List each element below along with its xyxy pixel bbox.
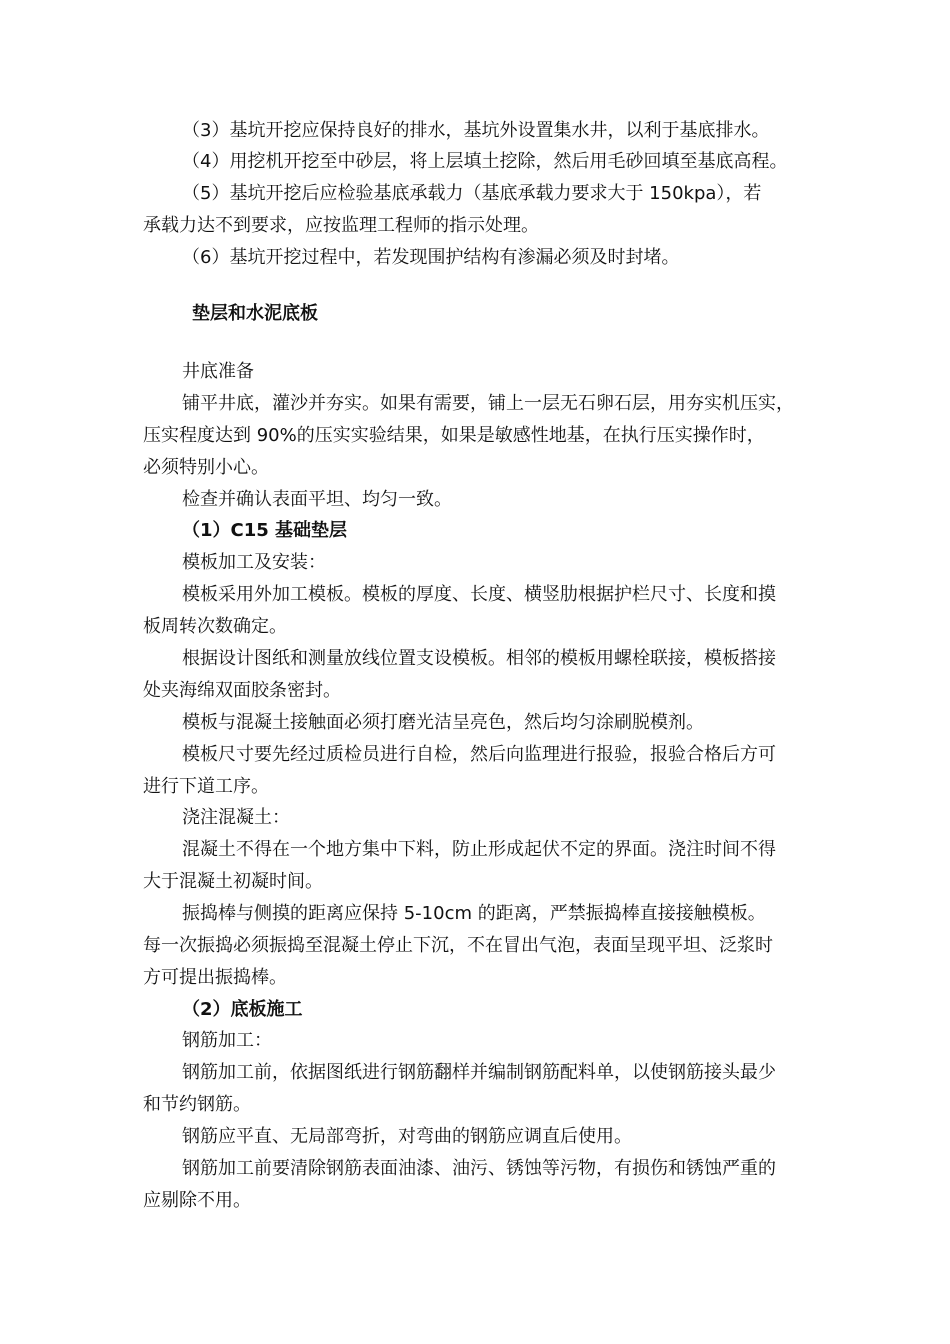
text-line: 和节约钢筋。 <box>143 1094 251 1115</box>
text-line: 承载力达不到要求，应按监理工程师的指示处理。 <box>143 215 539 236</box>
text-line: 钢筋加工： <box>182 1030 272 1051</box>
text-line: 井底准备 <box>182 361 254 382</box>
text-line: 处夹海绵双面胶条密封。 <box>143 680 341 701</box>
text-line: （3）基坑开挖应保持良好的排水，基坑外设置集水井，以利于基底排水。 <box>182 120 770 141</box>
text-line: 铺平井底，灌沙并夯实。如果有需要，铺上一层无石卵石层，用夯实机压实， <box>182 393 794 414</box>
text-line: 必须特别小心。 <box>143 457 269 478</box>
text-line: 进行下道工序。 <box>143 776 269 797</box>
text-line: 压实程度达到 90%的压实实验结果，如果是敏感性地基，在执行压实操作时， <box>143 425 765 446</box>
subsection-heading: （1）C15 基础垫层 <box>182 520 348 541</box>
text-line: 钢筋加工前要清除钢筋表面油漆、油污、锈蚀等污物，有损伤和锈蚀严重的 <box>182 1158 776 1179</box>
text-line: 根据设计图纸和测量放线位置支设模板。相邻的模板用螺栓联接，模板搭接 <box>182 648 776 669</box>
text-line: 浇注混凝土： <box>182 807 290 828</box>
text-line: 混凝土不得在一个地方集中下料，防止形成起伏不定的界面。浇注时间不得 <box>182 839 776 860</box>
subsection-heading: （2）底板施工 <box>182 999 303 1020</box>
text-line: （4）用挖机开挖至中砂层，将上层填土挖除，然后用毛砂回填至基底高程。 <box>182 151 788 172</box>
text-line: 检查并确认表面平坦、均匀一致。 <box>182 489 452 510</box>
text-line: 每一次振捣必须振捣至混凝土停止下沉，不在冒出气泡，表面呈现平坦、泛浆时 <box>143 935 773 956</box>
text-line: 模板与混凝土接触面必须打磨光洁呈亮色，然后均匀涂刷脱模剂。 <box>182 712 704 733</box>
text-line: 模板采用外加工模板。模板的厚度、长度、横竖肋根据护栏尺寸、长度和摸 <box>182 584 776 605</box>
text-line: 模板加工及安装： <box>182 552 326 573</box>
text-line: 应剔除不用。 <box>143 1190 251 1211</box>
text-line: 模板尺寸要先经过质检员进行自检，然后向监理进行报验，报验合格后方可 <box>182 744 776 765</box>
text-line: 钢筋加工前，依据图纸进行钢筋翻样并编制钢筋配料单，以使钢筋接头最少 <box>182 1062 776 1083</box>
text-line: 大于混凝土初凝时间。 <box>143 871 323 892</box>
section-heading: 垫层和水泥底板 <box>192 303 318 324</box>
text-line: 板周转次数确定。 <box>143 616 287 637</box>
text-line: 钢筋应平直、无局部弯折，对弯曲的钢筋应调直后使用。 <box>182 1126 632 1147</box>
text-line: （5）基坑开挖后应检验基底承载力（基底承载力要求大于 150kpa），若 <box>182 183 762 204</box>
text-line: （6）基坑开挖过程中，若发现围护结构有渗漏必须及时封堵。 <box>182 247 680 268</box>
text-line: 振捣棒与侧摸的距离应保持 5-10cm 的距离，严禁振捣棒直接接触模板。 <box>182 903 766 924</box>
text-line: 方可提出振捣棒。 <box>143 967 287 988</box>
